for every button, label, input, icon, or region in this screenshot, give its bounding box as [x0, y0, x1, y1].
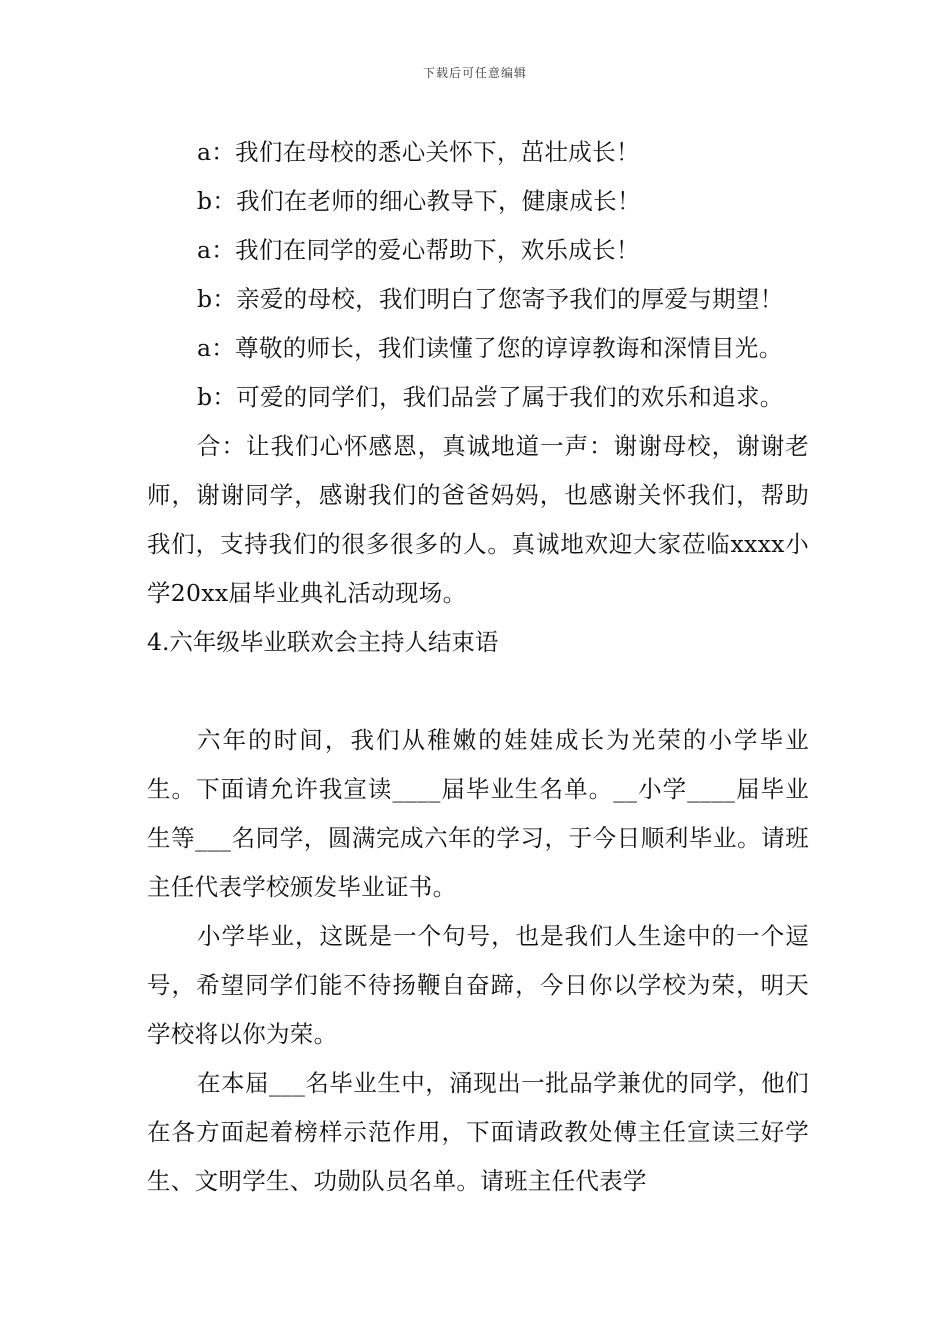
- header-note: 下载后可任意编辑: [422, 66, 527, 80]
- body-paragraph: 六年的时间，我们从稚嫩的娃娃成长为光荣的小学毕业生。下面请允许我宣读____届毕业生名单。__小学____届毕业生等___名同学，圆满完成六年的学习，于今日顺利毕业。请班主任代表学校颁发毕业证书。: [147, 726, 809, 901]
- dialogue-line: b：我们在老师的细心教导下，健康成长！: [197, 187, 641, 215]
- dialogue-line: a：我们在同学的爱心帮助下，欢乐成长！: [197, 236, 640, 264]
- dialogue-line: b：亲爱的母校，我们明白了您寄予我们的厚爱与期望！: [197, 285, 784, 313]
- dialogue-line: a：尊敬的师长，我们读懂了您的谆谆教诲和深情目光。: [197, 334, 783, 362]
- body-paragraph: 小学毕业，这既是一个句号，也是我们人生途中的一个逗号，希望同学们能不待扬鞭自奋蹄，今日你以学校为荣，明天学校将以你为荣。: [147, 922, 809, 1048]
- document-body: [147, 128, 809, 1206]
- dialogue-line: a：我们在母校的悉心关怀下，茁壮成长！: [197, 138, 640, 166]
- dialogue-line: b：可爱的同学们，我们品尝了属于我们的欢乐和追求。: [197, 383, 784, 411]
- section-heading: 4.六年级毕业联欢会主持人结束语: [147, 628, 499, 656]
- together-paragraph: 合：让我们心怀感恩，真诚地道一声：谢谢母校，谢谢老师，谢谢同学，感谢我们的爸爸妈妈，也感谢关怀我们，帮助我们，支持我们的很多很多的人。真诚地欢迎大家莅临xxxx小学20xx届毕业典礼活动现场。: [147, 432, 809, 607]
- blank-gap: [147, 667, 809, 716]
- body-paragraph: 在本届___名毕业生中，涌现出一批品学兼优的同学，他们在各方面起着榜样示范作用，下面请政教处傅主任宣读三好学生、文明学生、功勋队员名单。请班主任代表学: [147, 1069, 809, 1195]
